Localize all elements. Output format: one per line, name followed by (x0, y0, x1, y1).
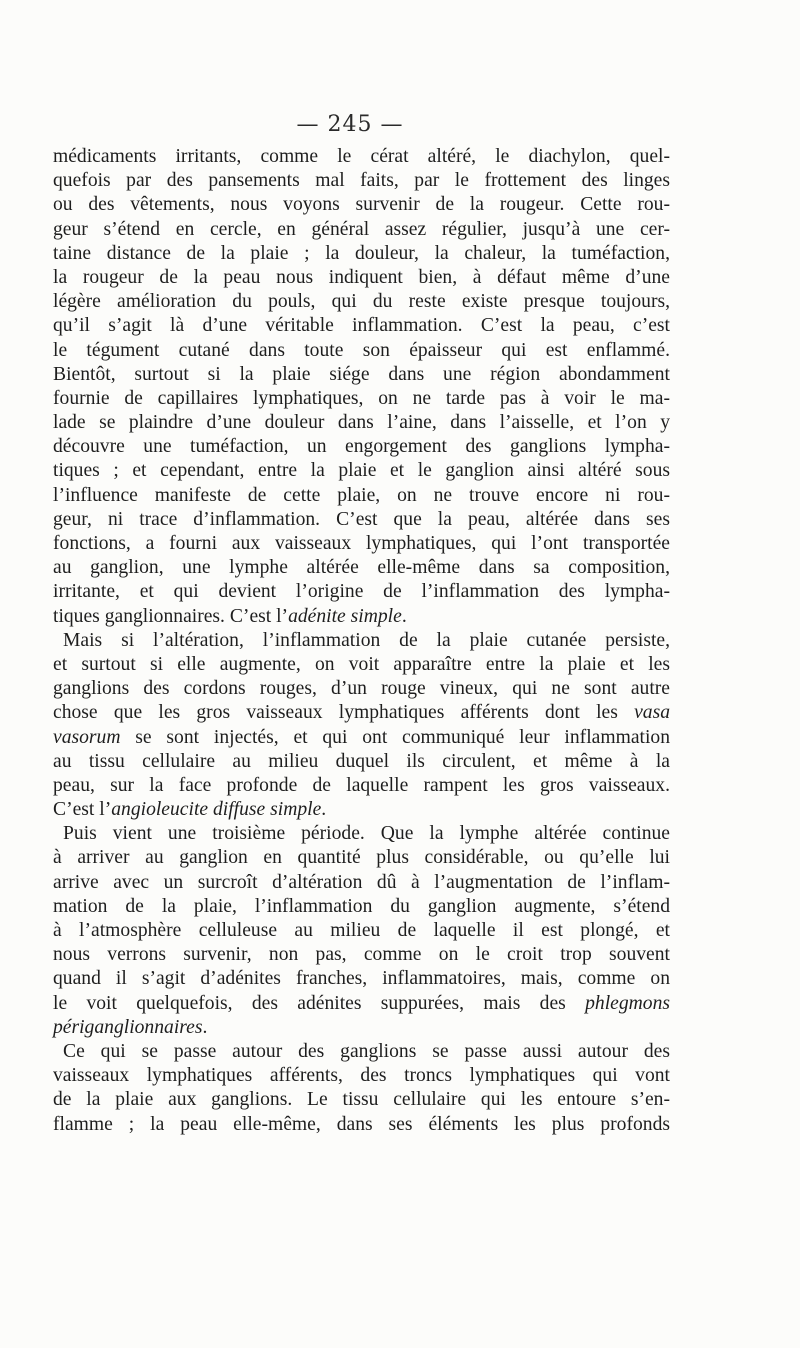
text-segment: fournie de capillaires lymphatiques, on ne tarde pas à voir le ma- (53, 387, 670, 409)
text-line (53, 145, 670, 169)
text-segment: découvre une tuméfaction, un engorgement des ganglions lympha- (53, 436, 670, 458)
text-segment: lade se plaindre d’une douleur dans l’aine, dans l’aisselle, et l’on y (53, 412, 670, 434)
text-segment: geur s’étend en cercle, en général assez régulier, jusqu’à une cer- (53, 218, 670, 240)
text-line (53, 846, 670, 870)
text-segment: peau, sur la face profonde de laquelle rampent les gros vaisseaux. (53, 774, 670, 796)
text-segment: vaisseaux lymphatiques afférents, des troncs lymphatiques qui vont (53, 1065, 670, 1087)
text-line (53, 339, 670, 363)
text-segment: se sont injectés, et qui ont communiqué leur inflammation (120, 726, 670, 748)
text-segment: le tégument cutané dans toute son épaisseur qui est enflammé. (53, 339, 670, 361)
text-line (53, 726, 670, 750)
text-segment: Bientôt, surtout si la plaie siége dans une région abondamment (53, 363, 670, 385)
text-line (53, 411, 670, 435)
text-segment: fonctions, a fourni aux vaisseaux lymphatiques, qui l’ont transportée (53, 533, 670, 554)
text-segment: taine distance de la plaie ; la douleur, la chaleur, la tuméfaction, (53, 242, 670, 264)
text-segment: qu’il s’agit là d’une véritable inflammation. C’est la peau, c’est (53, 315, 670, 337)
italic-text: adénite simple (288, 605, 402, 627)
text-line (53, 677, 670, 701)
text-segment: à arriver au ganglion en quantité plus considérable, ou qu’elle lui (53, 847, 670, 869)
text-line (53, 435, 670, 459)
text-line (53, 556, 670, 580)
text-segment: la rougeur de la peau nous indiquent bien, à défaut même d’une (53, 266, 670, 288)
text-line (53, 218, 670, 242)
text-segment: à l’atmosphère celluleuse au milieu de laquelle il est plongé, et (53, 920, 670, 941)
text-segment: mation de la plaie, l’inflammation du ganglion augmente, s’étend (53, 895, 670, 917)
text-segment: quand il s’agit d’adénites franches, inflammatoires, mais, comme on (53, 968, 670, 990)
text-line (53, 1088, 670, 1112)
text-segment: chose que les gros vaisseaux lymphatiques afférents dont les (53, 702, 635, 724)
text-segment: arrive avec un surcroît d’altération dû à l’augmentation de l’inflam- (53, 871, 670, 893)
italic-text: vasorum (53, 726, 121, 748)
text-segment: et surtout si elle augmente, on voit apparaître entre la plaie et les (53, 653, 670, 675)
body-text (53, 145, 670, 1137)
text-line (53, 532, 670, 556)
text-line (53, 387, 670, 411)
text-line (53, 629, 670, 653)
text-line (53, 967, 670, 991)
text-line (53, 580, 670, 604)
text-segment: . (401, 605, 407, 627)
text-line (53, 1113, 670, 1137)
text-line (53, 653, 670, 677)
text-line (53, 484, 670, 508)
text-line (53, 169, 670, 193)
text-line (53, 895, 670, 919)
text-segment: geur, ni trace d’inflammation. C’est que la peau, altérée dans ses (53, 508, 670, 530)
text-segment: Puis vient une troisième période. Que la lymphe altérée continue (63, 823, 670, 845)
text-segment: l’influence manifeste de cette plaie, on ne trouve encore ni rou- (53, 484, 670, 506)
text-line (53, 822, 670, 846)
text-segment: tiques ganglionnaires. C’est l’ (53, 605, 289, 627)
italic-text: phlegmons (585, 992, 670, 1014)
text-line (53, 290, 670, 314)
text-segment: Mais si l’altération, l’inflammation de la plaie cutanée persiste, (63, 629, 670, 651)
text-segment: médicaments irritants, comme le cérat altéré, le diachylon, quel- (53, 146, 670, 167)
text-line (53, 1040, 670, 1064)
text-line (53, 919, 670, 943)
text-line (53, 193, 670, 217)
text-line (53, 798, 670, 822)
text-line (53, 750, 670, 774)
text-line (53, 943, 670, 967)
text-line (53, 363, 670, 387)
text-line (53, 701, 670, 725)
text-segment: au ganglion, une lymphe altérée elle-même dans sa composition, (53, 557, 670, 579)
text-line (53, 242, 670, 266)
text-segment: quefois par des pansements mal faits, par le frottement des linges (53, 170, 670, 192)
text-line (53, 314, 670, 338)
italic-text: périganglionnaires (53, 1016, 203, 1038)
text-line (53, 992, 670, 1016)
text-segment: Ce qui se passe autour des ganglions se passe aussi autour des (63, 1040, 670, 1062)
italic-text: angioleucite diffuse simple (111, 799, 322, 821)
text-segment: C’est l’ (53, 799, 112, 821)
text-segment: légère amélioration du pouls, qui du reste existe presque toujours, (53, 291, 670, 313)
italic-text: vasa (634, 702, 670, 724)
text-segment: au tissu cellulaire au milieu duquel ils circulent, et même à la (53, 750, 670, 772)
text-line (53, 1016, 670, 1040)
text-line (53, 871, 670, 895)
text-segment: flamme ; la peau elle-même, dans ses éléments les plus profonds (53, 1113, 670, 1135)
text-segment: de la plaie aux ganglions. Le tissu cellulaire qui les entoure s’en- (53, 1089, 670, 1111)
text-segment: . (321, 799, 327, 821)
text-segment: ou des vêtements, nous voyons survenir de la rougeur. Cette rou- (53, 194, 670, 216)
text-line (53, 508, 670, 532)
text-line (53, 774, 670, 798)
text-line (53, 459, 670, 483)
text-segment: tiques ; et cependant, entre la plaie et le ganglion ainsi altéré sous (53, 460, 670, 482)
text-segment: nous verrons survenir, non pas, comme on le croit trop souvent (53, 944, 670, 966)
text-segment: irritante, et qui devient l’origine de l’inflammation des lympha- (53, 581, 670, 603)
text-line (53, 266, 670, 290)
text-line (53, 1064, 670, 1088)
text-segment: ganglions des cordons rouges, d’un rouge vineux, qui ne sont autre (53, 678, 670, 700)
text-segment: . (202, 1016, 208, 1038)
text-line (53, 605, 670, 629)
page-number: — 245 — (296, 112, 404, 137)
text-segment: le voit quelquefois, des adénites suppurées, mais des (53, 992, 586, 1014)
